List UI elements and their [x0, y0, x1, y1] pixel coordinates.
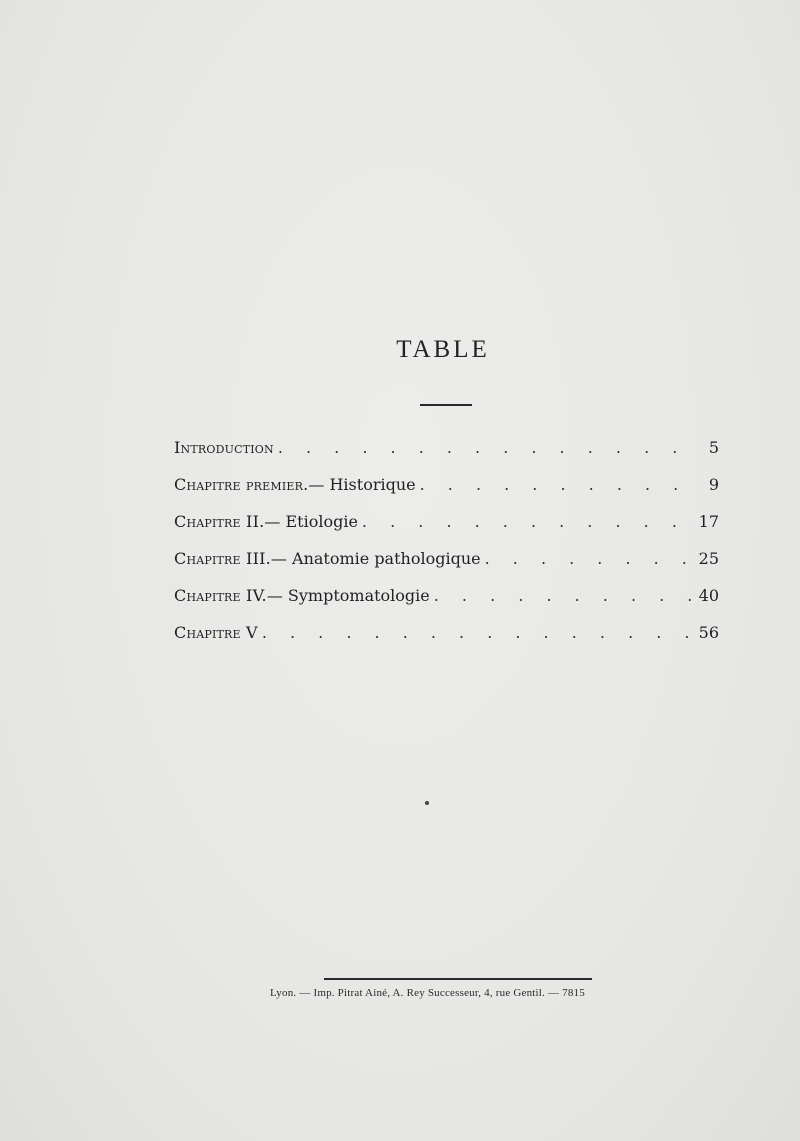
dot-leader — [434, 586, 691, 605]
toc-entry-label: Chapitre premier. — [174, 475, 309, 494]
toc-entry-page: 17 — [698, 512, 719, 531]
page-title: TABLE — [396, 336, 490, 363]
footer-rule — [324, 978, 592, 980]
toc-entry-label: Chapitre V — [174, 623, 258, 642]
toc-entry-page: 5 — [708, 438, 719, 457]
toc-entry-page: 56 — [698, 623, 719, 642]
dot-leader — [485, 549, 691, 568]
title-rule — [420, 404, 472, 406]
ink-speck — [425, 801, 429, 805]
toc-entry-chapter-3 — [174, 549, 719, 586]
dot-leader — [262, 623, 691, 642]
toc-entry-page: 40 — [698, 586, 719, 605]
toc-entry-page: 25 — [698, 549, 719, 568]
dot-leader — [362, 512, 691, 531]
toc-entry-introduction — [174, 438, 719, 475]
toc-entry-chapter-4 — [174, 586, 719, 623]
toc-entry-subject: — Anatomie pathologique — [270, 549, 481, 568]
toc-entry-page: 9 — [708, 475, 719, 494]
toc-entry-label: Introduction — [174, 438, 274, 457]
toc-entry-label: Chapitre IV. — [174, 586, 267, 605]
printer-colophon: Lyon. — Imp. Pitrat Ainé, A. Rey Successeur, 4, rue Gentil. — 7815 — [270, 987, 585, 999]
toc-entry-label: Chapitre III. — [174, 549, 271, 568]
toc-entry-subject: — Etiologie — [264, 512, 358, 531]
dot-leader — [278, 438, 691, 457]
toc-entry-subject: — Symptomatologie — [266, 586, 430, 605]
toc-entry-subject: — Historique — [308, 475, 416, 494]
table-of-contents — [174, 438, 719, 660]
toc-entry-chapter-5 — [174, 623, 719, 660]
toc-entry-label: Chapitre II. — [174, 512, 265, 531]
toc-entry-chapter-1 — [174, 475, 719, 512]
dot-leader — [420, 475, 691, 494]
toc-entry-chapter-2 — [174, 512, 719, 549]
